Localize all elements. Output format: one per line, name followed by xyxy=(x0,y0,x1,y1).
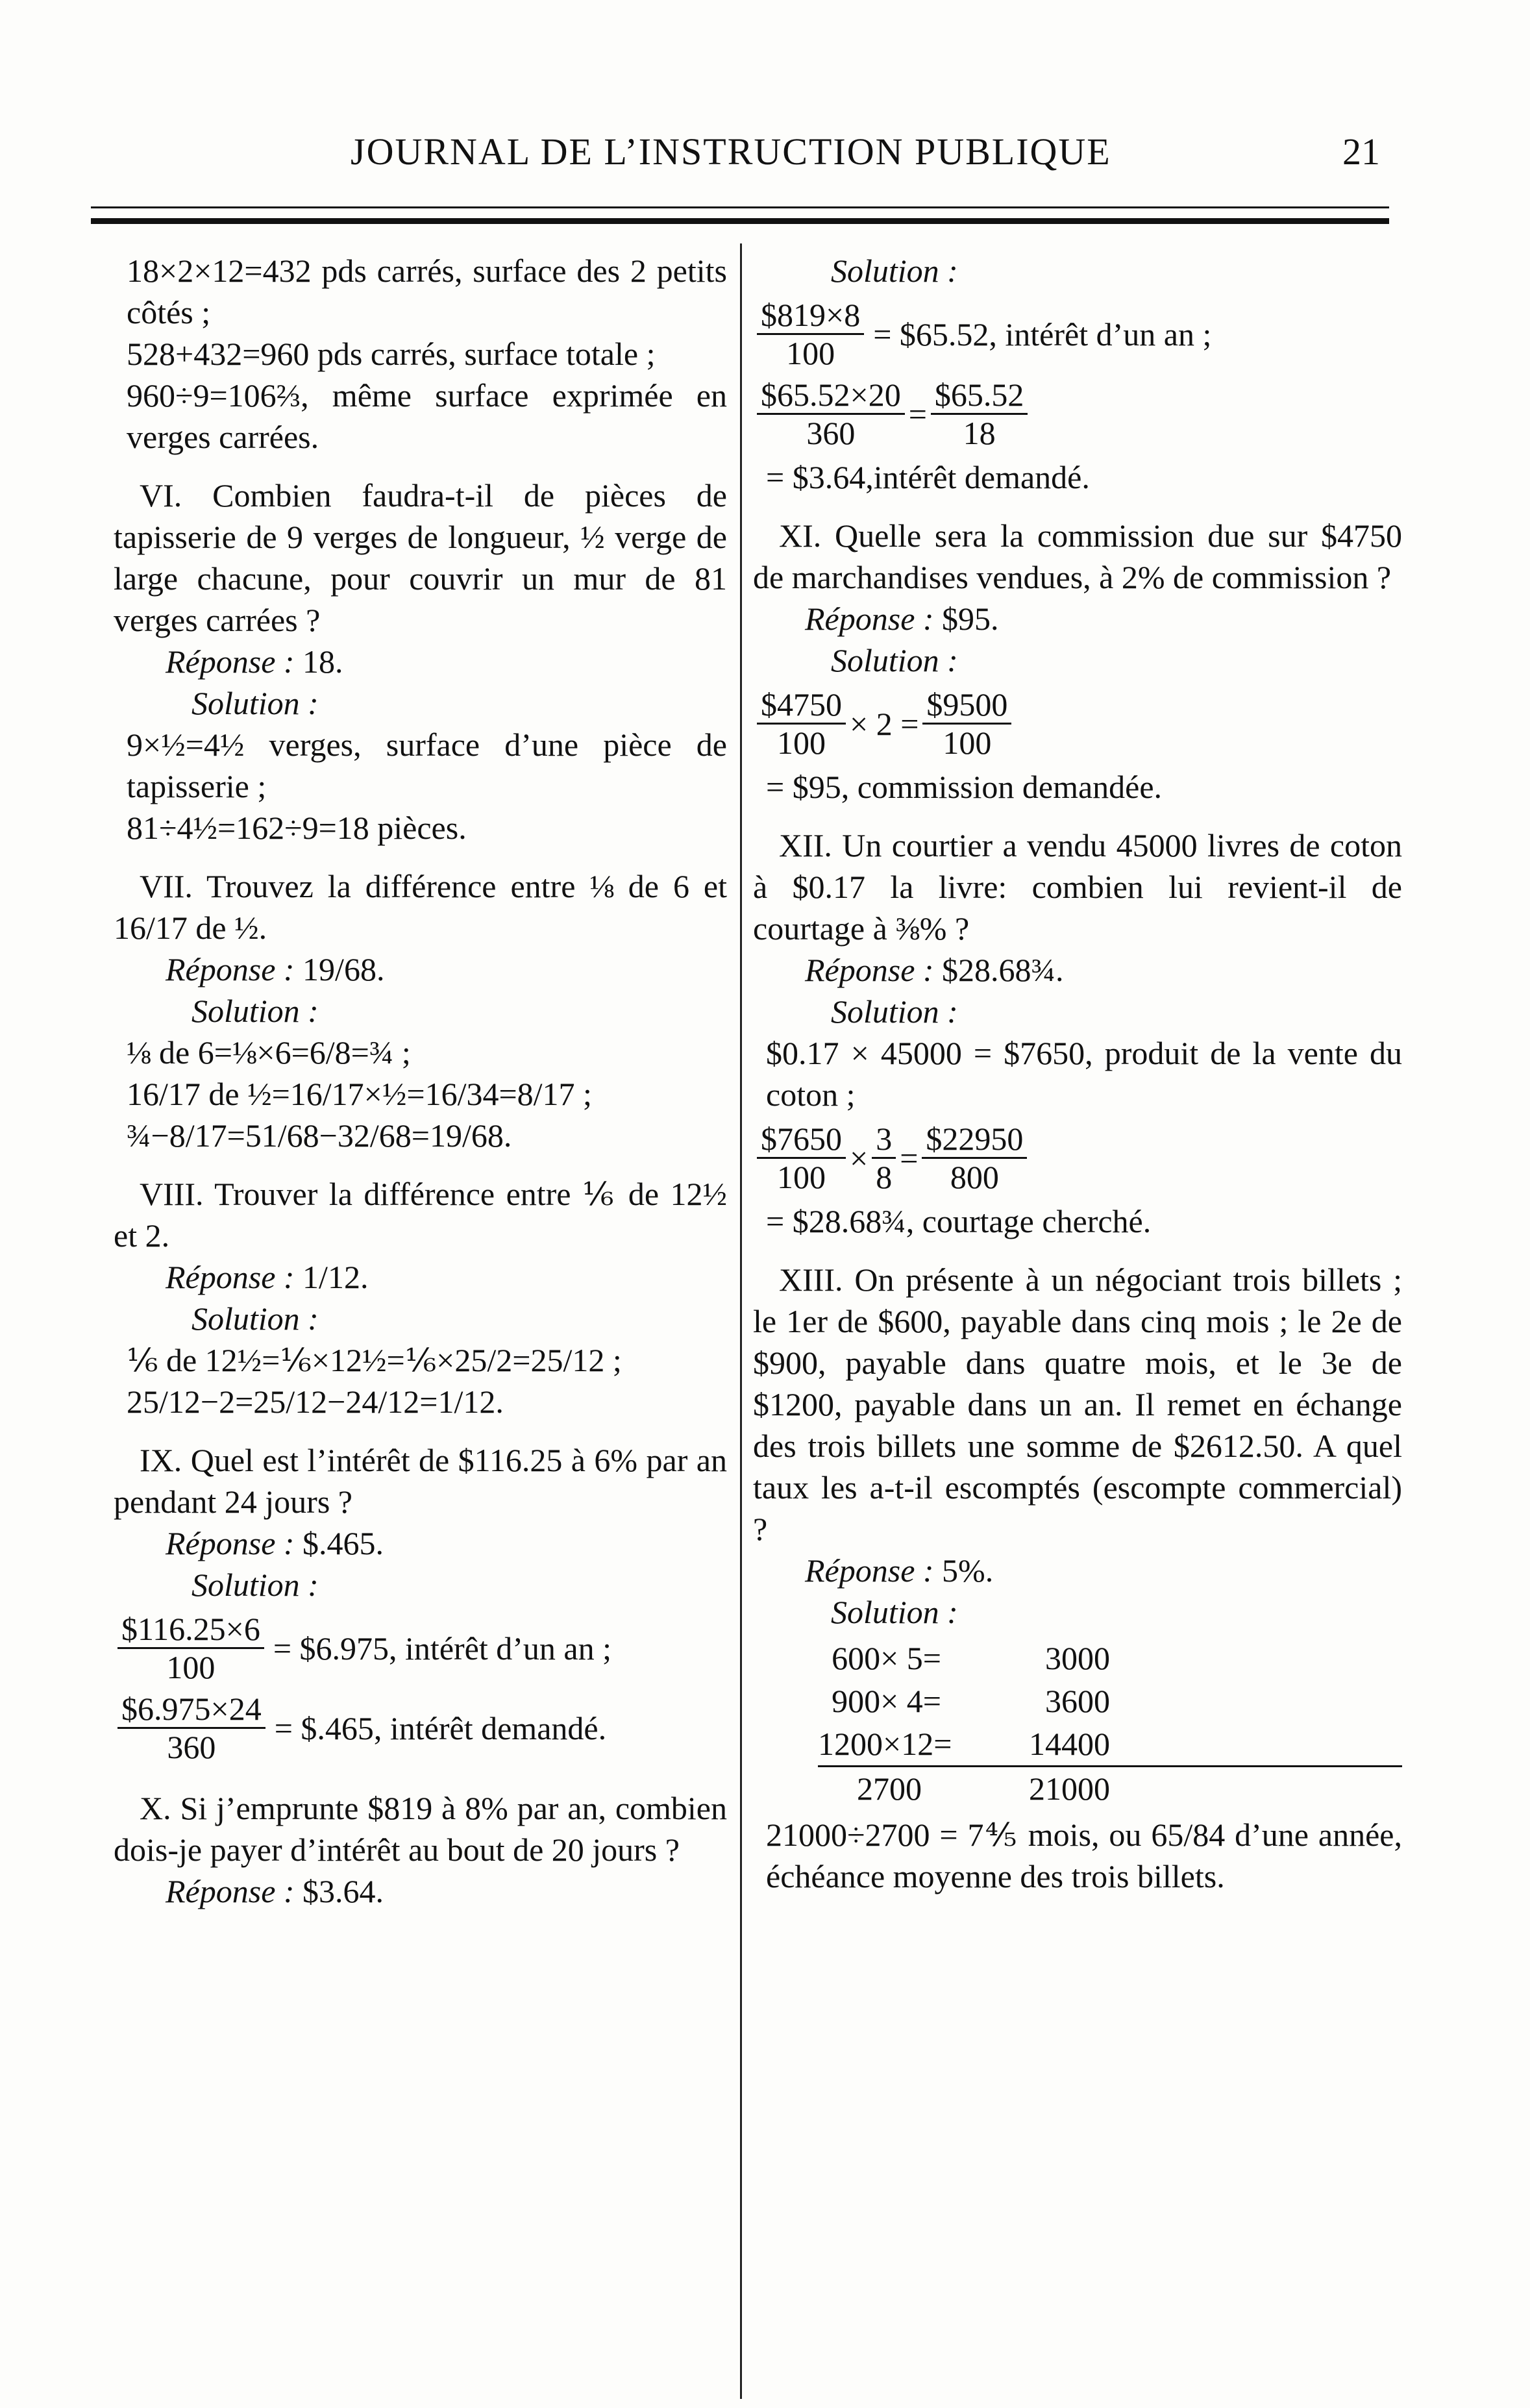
calc-operand: 1200×12= xyxy=(818,1726,952,1762)
total-result: 21000 xyxy=(1029,1770,1110,1807)
answer-value: 19/68. xyxy=(302,951,385,987)
solution-label: Solution : xyxy=(831,253,958,289)
calc-result: 3600 xyxy=(1045,1683,1110,1719)
denominator: 360 xyxy=(167,1729,216,1765)
equals-sign: = xyxy=(900,1139,919,1176)
calculation-table xyxy=(818,1637,1402,1810)
fraction xyxy=(872,1121,896,1195)
answer-label: Réponse : xyxy=(166,643,295,680)
answer-label: Réponse : xyxy=(805,1552,934,1589)
equation-result: = $28.68¾, courtage cherché. xyxy=(766,1203,1152,1239)
column-divider xyxy=(740,243,742,2399)
solution-label: Solution : xyxy=(191,1300,319,1337)
right-column xyxy=(753,250,1402,1897)
fraction xyxy=(757,1121,846,1195)
problem-xii: XII. Un courtier a vendu 45000 livres de coton à $0.17 la livre: combien lui revient-il de courtage à ⅜% ? xyxy=(753,827,1402,947)
denominator: 100 xyxy=(777,725,826,761)
calc-line: 960÷9=106⅔, même surface exprimée en verges carrées. xyxy=(127,377,727,455)
numerator: $22950 xyxy=(922,1121,1027,1159)
calc-operand: 600× 5= xyxy=(832,1640,941,1676)
fraction xyxy=(757,686,846,761)
answer-label: Réponse : xyxy=(805,601,934,637)
fraction xyxy=(922,686,1011,761)
solution-line: 16/17 de ½=16/17×½=16/34=8/17 ; xyxy=(127,1076,592,1112)
header-rule-thin xyxy=(91,206,1389,208)
answer-label: Réponse : xyxy=(166,1525,295,1561)
calc-total xyxy=(818,1767,1402,1810)
fraction-equation xyxy=(753,377,1402,451)
equation-result: = $3.64,intérêt demandé. xyxy=(766,459,1090,495)
page-number: 21 xyxy=(1342,130,1380,173)
solution-line: 25/12−2=25/12−24/12=1/12. xyxy=(127,1384,504,1420)
fraction xyxy=(757,297,864,371)
calc-result: 3000 xyxy=(1045,1640,1110,1676)
answer-label: Réponse : xyxy=(166,1873,295,1909)
numerator: $116.25×6 xyxy=(117,1611,264,1649)
answer-label: Réponse : xyxy=(805,952,934,988)
left-column xyxy=(114,250,727,1912)
denominator: 800 xyxy=(950,1159,999,1195)
denominator: 18 xyxy=(963,415,996,451)
equation-result: = $.465, intérêt demandé. xyxy=(274,1709,607,1746)
answer-value: $28.68¾. xyxy=(942,952,1064,988)
answer-line xyxy=(114,949,727,990)
answer-line xyxy=(114,1870,727,1912)
answer-label: Réponse : xyxy=(166,1259,295,1295)
answer-value: $.465. xyxy=(302,1525,384,1561)
problem-x: X. Si j’emprunte $819 à 8% par an, combien dois-je payer d’intérêt au bout de 20 jours ? xyxy=(114,1790,727,1868)
answer-line xyxy=(753,949,1402,991)
fraction xyxy=(931,377,1028,451)
calc-row xyxy=(818,1637,1402,1680)
numerator: $7650 xyxy=(757,1121,846,1159)
answer-line xyxy=(114,641,727,682)
numerator: $4750 xyxy=(757,686,846,725)
solution-line: 21000÷2700 = 7⅘ mois, ou 65/84 d’une année, échéance moyenne des trois billets. xyxy=(766,1817,1402,1894)
solution-label: Solution : xyxy=(831,1594,958,1630)
numerator: $819×8 xyxy=(757,297,864,335)
fraction-equation xyxy=(753,297,1402,371)
operator: × 2 = xyxy=(850,705,919,742)
equation-result: = $95, commission demandée. xyxy=(766,769,1163,805)
equation-result: = $6.975, intérêt d’un an ; xyxy=(273,1630,611,1667)
answer-line xyxy=(753,1550,1402,1591)
fraction xyxy=(117,1611,264,1685)
page-header xyxy=(0,130,1530,188)
calc-row xyxy=(818,1680,1402,1722)
denominator: 8 xyxy=(876,1159,893,1195)
numerator: 3 xyxy=(872,1121,896,1159)
problem-viii: VIII. Trouver la différence entre ⅙ de 12½ et 2. xyxy=(114,1176,727,1254)
calc-line: 18×2×12=432 pds carrés, surface des 2 petits côtés ; xyxy=(127,253,727,330)
calc-row xyxy=(818,1722,1402,1767)
fraction xyxy=(117,1691,265,1765)
answer-line xyxy=(114,1522,727,1564)
answer-value: 1/12. xyxy=(302,1259,369,1295)
fraction-equation xyxy=(753,1121,1402,1195)
problem-vi: VI. Combien faudra-t-il de pièces de tapisserie de 9 verges de longueur, ½ verge de large chacune, pour couvrir un mur de 81 verges carrées ? xyxy=(114,477,727,638)
fraction-equation xyxy=(114,1611,727,1685)
solution-line: ¾−8/17=51/68−32/68=19/68. xyxy=(127,1117,512,1154)
denominator: 360 xyxy=(806,415,856,451)
answer-value: 18. xyxy=(302,643,343,680)
solution-label: Solution : xyxy=(831,993,958,1030)
answer-line xyxy=(114,1256,727,1298)
answer-value: $3.64. xyxy=(302,1873,384,1909)
solution-line: ⅛ de 6=⅛×6=6/8=¾ ; xyxy=(127,1034,411,1071)
solution-label: Solution : xyxy=(191,1567,319,1603)
problem-vii: VII. Trouvez la différence entre ⅛ de 6 et 16/17 de ½. xyxy=(114,868,727,946)
problem-xi: XI. Quelle sera la commission due sur $4750 de marchandises vendues, à 2% de commission ? xyxy=(753,517,1402,595)
calc-line: 528+432=960 pds carrés, surface totale ; xyxy=(127,336,656,372)
calc-result: 14400 xyxy=(1029,1726,1110,1762)
solution-line: 81÷4½=162÷9=18 pièces. xyxy=(127,810,467,846)
denominator: 100 xyxy=(786,335,835,371)
fraction xyxy=(922,1121,1027,1195)
denominator: 100 xyxy=(166,1649,216,1685)
numerator: $9500 xyxy=(922,686,1011,725)
fraction-equation xyxy=(753,686,1402,761)
problem-ix: IX. Quel est l’intérêt de $116.25 à 6% par an pendant 24 jours ? xyxy=(114,1442,727,1520)
header-rule-thick xyxy=(91,218,1389,224)
calc-operand: 900× 4= xyxy=(832,1683,941,1719)
problem-xiii: XIII. On présente à un négociant trois billets ; le 1er de $600, payable dans cinq mois ; le 2e de $900, payable dans quatre mois, et le 3e de $1200, payable dans un an. Il remet en échange des trois billets une somme de $2612.50. A quel taux les a-t-il escomptés (escompte commercial) ? xyxy=(753,1261,1402,1547)
equals-sign: = xyxy=(908,395,927,432)
running-title: JOURNAL DE L’INSTRUCTION PUBLIQUE xyxy=(351,130,1111,173)
solution-line: ⅙ de 12½=⅙×12½=⅙×25/2=25/12 ; xyxy=(127,1342,622,1378)
numerator: $65.52 xyxy=(931,377,1028,415)
answer-line xyxy=(753,598,1402,639)
solution-line: $0.17 × 45000 = $7650, produit de la vente du coton ; xyxy=(766,1035,1402,1113)
fraction-equation xyxy=(114,1691,727,1765)
operator: × xyxy=(850,1139,869,1176)
numerator: $6.975×24 xyxy=(117,1691,265,1729)
solution-label: Solution : xyxy=(191,685,319,721)
equation-result: = $65.52, intérêt d’un an ; xyxy=(873,316,1212,353)
total-operand: 2700 xyxy=(857,1770,922,1807)
solution-label: Solution : xyxy=(191,993,319,1029)
numerator: $65.52×20 xyxy=(757,377,905,415)
answer-value: $95. xyxy=(942,601,999,637)
denominator: 100 xyxy=(777,1159,826,1195)
denominator: 100 xyxy=(943,725,992,761)
solution-label: Solution : xyxy=(831,642,958,678)
answer-value: 5%. xyxy=(942,1552,994,1589)
fraction xyxy=(757,377,905,451)
answer-label: Réponse : xyxy=(166,951,295,987)
solution-line: 9×½=4½ verges, surface d’une pièce de tapisserie ; xyxy=(127,726,727,804)
